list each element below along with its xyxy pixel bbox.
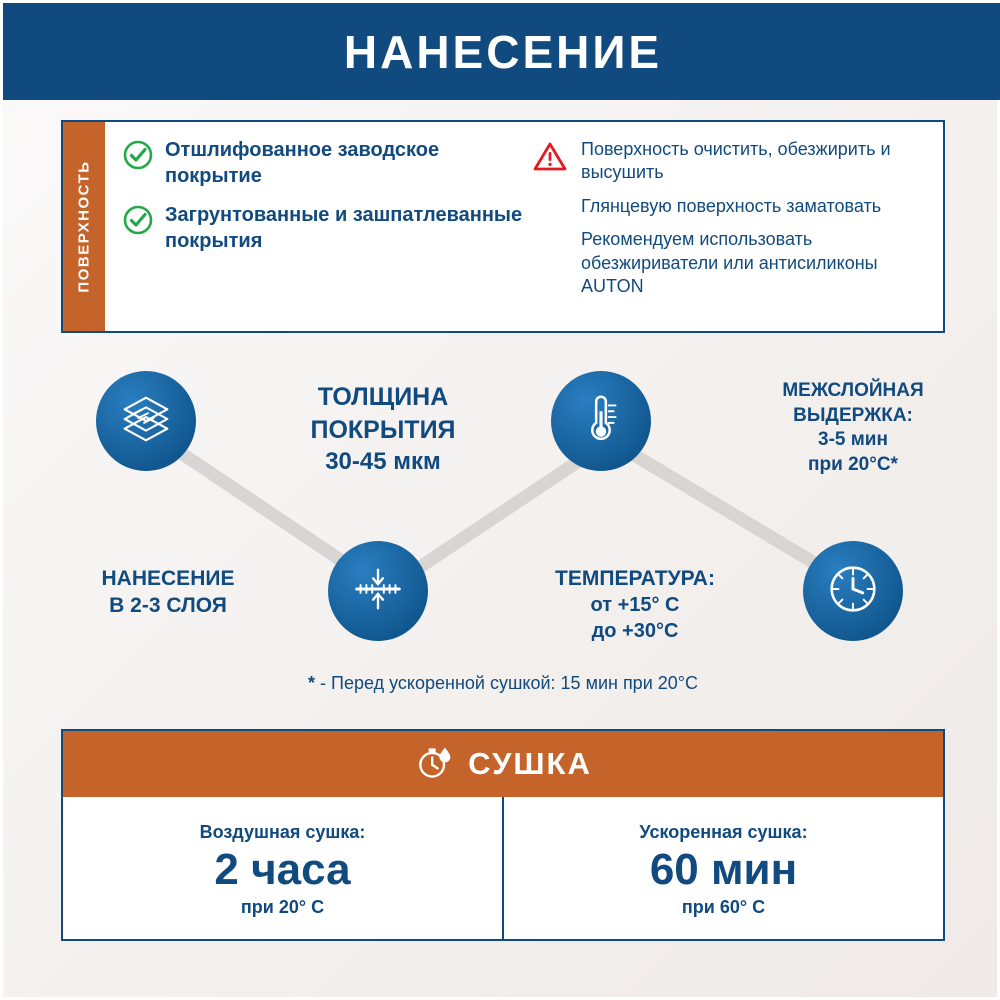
interlayer-line-2: ВЫДЕРЖКА:	[793, 404, 913, 426]
stopwatch-drop-icon	[414, 742, 454, 787]
surface-tab-label: ПОВЕРХНОСТЬ	[75, 160, 93, 293]
drying-value: 2 часа	[214, 845, 351, 895]
interlayer-line-1: МЕЖСЛОЙНАЯ	[782, 380, 924, 401]
surface-check-item	[123, 138, 523, 189]
surface-check-label: Загрунтованные и зашпатлеванные покрытия	[165, 204, 523, 252]
drying-panel	[61, 729, 945, 941]
label-application	[33, 565, 303, 620]
application-line-1: НАНЕСЕНИЕ	[101, 567, 235, 590]
layers-icon	[115, 388, 177, 455]
surface-check-item	[123, 203, 523, 254]
temperature-line-1: от +15° С	[590, 594, 680, 617]
clock-icon	[822, 558, 884, 625]
label-temperature	[500, 565, 770, 644]
surface-tab	[63, 122, 105, 331]
page-header	[3, 3, 1000, 100]
process-diagram	[3, 343, 1000, 713]
warning-triangle-icon	[533, 141, 567, 171]
label-thickness	[248, 381, 518, 477]
surface-panel	[61, 120, 945, 333]
check-circle-icon	[123, 140, 153, 170]
interlayer-value-1: 3-5 мин	[818, 429, 888, 451]
application-line-2: В 2-3 СЛОЯ	[109, 594, 227, 618]
drying-value: 60 мин	[649, 845, 798, 895]
thermometer-icon	[570, 388, 632, 455]
drying-cell-air	[63, 797, 502, 939]
interlayer-value-2: при 20°С*	[808, 454, 898, 476]
node-clock	[803, 541, 903, 641]
drying-cell-accelerated	[502, 797, 943, 939]
drying-body	[63, 797, 943, 939]
drying-header	[63, 731, 943, 797]
drying-caption: Воздушная сушка:	[199, 822, 366, 843]
drying-subtext: при 60° С	[681, 896, 766, 917]
surface-checks-column	[123, 138, 523, 321]
diagram-footnote	[3, 673, 1000, 694]
footnote-marker: *	[308, 673, 316, 693]
surface-warning-text: Глянцевую поверхность заматовать	[581, 195, 882, 216]
thickness-arrows-icon	[347, 558, 409, 625]
node-thickness-arrows	[328, 541, 428, 641]
check-circle-icon	[123, 205, 153, 235]
thickness-line-1: ТОЛЩИНА	[317, 383, 449, 411]
drying-title: СУШКА	[468, 746, 592, 781]
drying-caption: Ускоренная сушка:	[639, 822, 808, 843]
thickness-value: 30-45 мкм	[325, 448, 441, 475]
surface-warning-block	[533, 138, 933, 298]
temperature-line-2: до +30°С	[591, 620, 679, 643]
surface-body	[105, 122, 943, 331]
surface-warning-text: Рекомендуем использовать обезжириватели или антисиликоны AUTON	[581, 229, 878, 296]
page-title: НАНЕСЕНИЕ	[343, 25, 663, 78]
surface-warnings-column	[523, 138, 933, 321]
surface-warning-text: Поверхность очистить, обезжирить и высушить	[581, 139, 891, 183]
footnote-text: - Перед ускоренной сушкой: 15 мин при 20°С	[320, 673, 698, 693]
thickness-line-2: ПОКРЫТИЯ	[310, 415, 456, 444]
node-layers	[96, 371, 196, 471]
node-thermometer	[551, 371, 651, 471]
temperature-title: ТЕМПЕРАТУРА:	[555, 567, 715, 590]
drying-subtext: при 20° С	[240, 896, 325, 917]
surface-check-label: Отшлифованное заводское покрытие	[165, 139, 440, 187]
label-interlayer	[738, 379, 968, 478]
